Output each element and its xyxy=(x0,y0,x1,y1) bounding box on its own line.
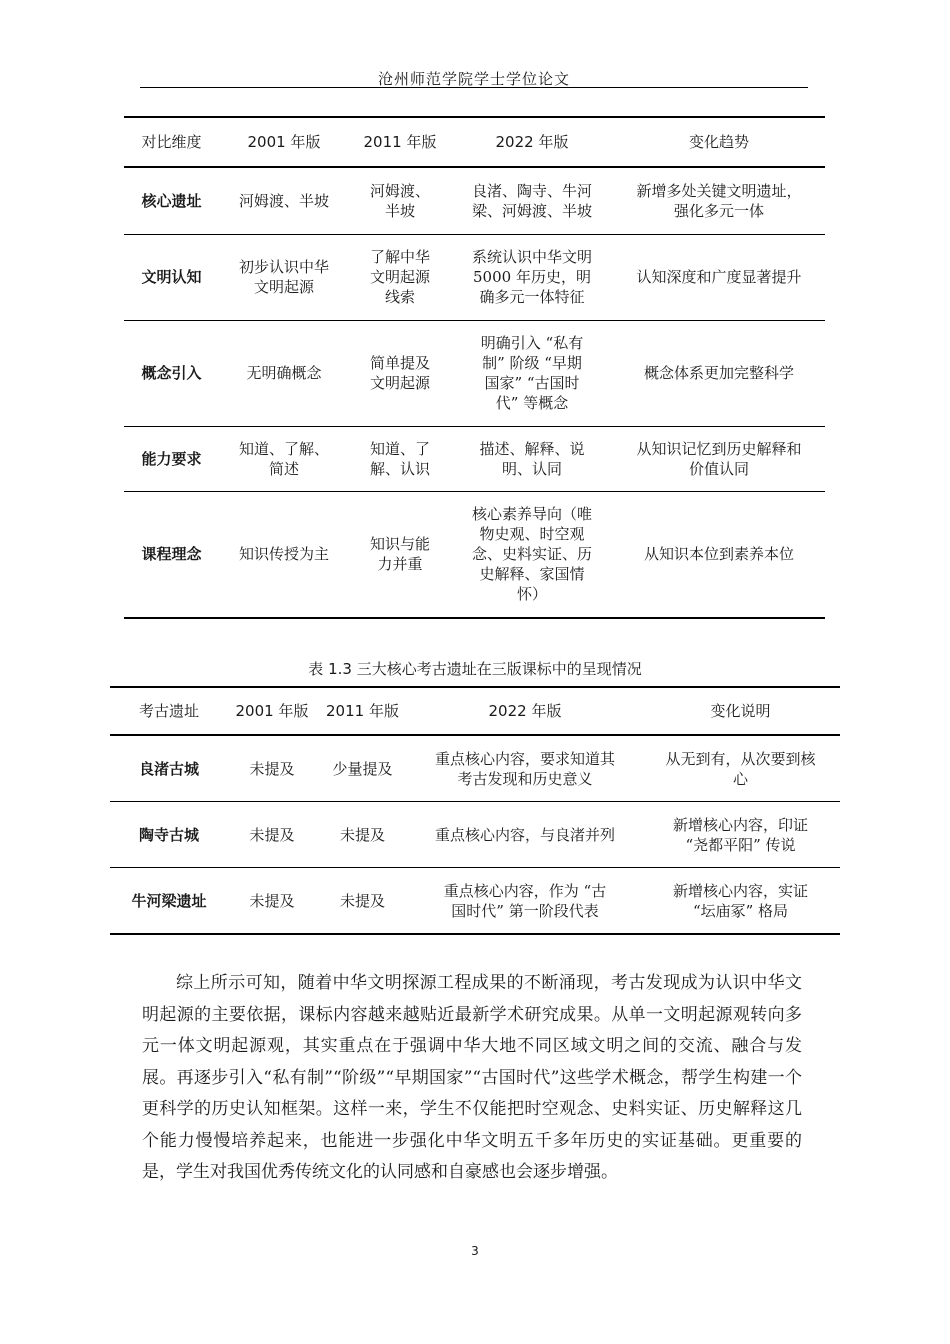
column-header: 对比维度 xyxy=(124,117,219,167)
column-header: 2011 年版 xyxy=(316,687,409,735)
row-header-cell: 良渚古城 xyxy=(110,735,228,802)
table-header-row xyxy=(124,117,825,167)
table-cell: 新增核心内容，印证 “尧都平阳” 传说 xyxy=(641,802,840,868)
column-header: 2001 年版 xyxy=(219,117,349,167)
table-row xyxy=(110,802,840,868)
table-cell: 认知深度和广度显著提升 xyxy=(613,234,825,320)
table-cell: 新增核心内容，实证 “坛庙冢” 格局 xyxy=(641,868,840,935)
column-header: 变化趋势 xyxy=(613,117,825,167)
table-cell: 了解中华 文明起源 线索 xyxy=(349,234,451,320)
sites-table xyxy=(110,686,840,935)
column-header: 变化说明 xyxy=(641,687,840,735)
table-row xyxy=(110,868,840,935)
row-header-cell: 课程理念 xyxy=(124,491,219,618)
table-row xyxy=(110,735,840,802)
table-cell: 概念体系更加完整科学 xyxy=(613,320,825,426)
table-cell: 未提及 xyxy=(228,868,316,935)
row-header-cell: 概念引入 xyxy=(124,320,219,426)
table-cell: 重点核心内容，要求知道其 考古发现和历史意义 xyxy=(409,735,641,802)
row-header-cell: 陶寺古城 xyxy=(110,802,228,868)
page-header-title: 沧州师范学院学士学位论文 xyxy=(377,70,570,88)
table-caption: 表 1.3 三大核心考古遗址在三版课标中的呈现情况 xyxy=(308,660,642,678)
table-cell: 从知识记忆到历史解释和 价值认同 xyxy=(613,426,825,491)
header-rule xyxy=(140,87,808,88)
page-number: 3 xyxy=(471,1244,479,1258)
table-cell: 河姆渡、半坡 xyxy=(219,167,349,234)
table-cell: 知道、了 解、认识 xyxy=(349,426,451,491)
table-row xyxy=(124,234,825,320)
table-cell: 良渚、陶寺、牛河 梁、河姆渡、半坡 xyxy=(451,167,613,234)
table-row xyxy=(124,426,825,491)
table-cell: 未提及 xyxy=(228,735,316,802)
table-cell: 系统认识中华文明 5000 年历史，明 确多元一体特征 xyxy=(451,234,613,320)
column-header: 2022 年版 xyxy=(409,687,641,735)
table-cell: 河姆渡、 半坡 xyxy=(349,167,451,234)
table-cell: 描述、解释、说 明、认同 xyxy=(451,426,613,491)
table-row xyxy=(124,491,825,618)
column-header: 2001 年版 xyxy=(228,687,316,735)
row-header-cell: 能力要求 xyxy=(124,426,219,491)
table-cell: 简单提及 文明起源 xyxy=(349,320,451,426)
table-cell: 知识与能 力并重 xyxy=(349,491,451,618)
table-cell: 未提及 xyxy=(316,868,409,935)
table-cell: 核心素养导向（唯 物史观、时空观 念、史料实证、历 史解释、家国情 怀） xyxy=(451,491,613,618)
column-header: 2011 年版 xyxy=(349,117,451,167)
table-cell: 无明确概念 xyxy=(219,320,349,426)
column-header: 2022 年版 xyxy=(451,117,613,167)
table-cell: 从无到有，从次要到核 心 xyxy=(641,735,840,802)
column-header: 考古遗址 xyxy=(110,687,228,735)
table-header-row xyxy=(110,687,840,735)
table-cell: 初步认识中华 文明起源 xyxy=(219,234,349,320)
row-header-cell: 核心遗址 xyxy=(124,167,219,234)
comparison-table xyxy=(124,116,825,619)
table-cell: 重点核心内容，与良渚并列 xyxy=(409,802,641,868)
row-header-cell: 文明认知 xyxy=(124,234,219,320)
table-cell: 少量提及 xyxy=(316,735,409,802)
table-cell: 新增多处关键文明遗址， 强化多元一体 xyxy=(613,167,825,234)
table-row xyxy=(124,320,825,426)
table-cell: 知道、了解、 简述 xyxy=(219,426,349,491)
table-cell: 知识传授为主 xyxy=(219,491,349,618)
table-cell: 未提及 xyxy=(228,802,316,868)
table-cell: 重点核心内容，作为 “古 国时代” 第一阶段代表 xyxy=(409,868,641,935)
table-cell: 明确引入 “私有 制” 阶级 “早期 国家” “古国时 代” 等概念 xyxy=(451,320,613,426)
body-paragraph: 综上所示可知，随着中华文明探源工程成果的不断涌现，考古发现成为认识中华文明起源的主要依据，课标内容越来越贴近最新学术研究成果。从单一文明起源观转向多元一体文明起源观，其实重点在于强调中华大地不同区域文明之间的交流、融合与发展。再逐步引入“私有制”“阶级”“早期国家”“古国时代”这些学术概念，帮学生构建一个更科学的历史认知框架。这样一来，学生不仅能把时空观念、史料实证、历史解释这几个能力慢慢培养起来，也能进一步强化中华文明五千多年历史的实证基础。更重要的是，学生对我国优秀传统文化的认同感和自豪感也会逐步增强。 xyxy=(142,973,802,1182)
table-cell: 未提及 xyxy=(316,802,409,868)
table-row xyxy=(124,167,825,234)
row-header-cell: 牛河梁遗址 xyxy=(110,868,228,935)
table-cell: 从知识本位到素养本位 xyxy=(613,491,825,618)
